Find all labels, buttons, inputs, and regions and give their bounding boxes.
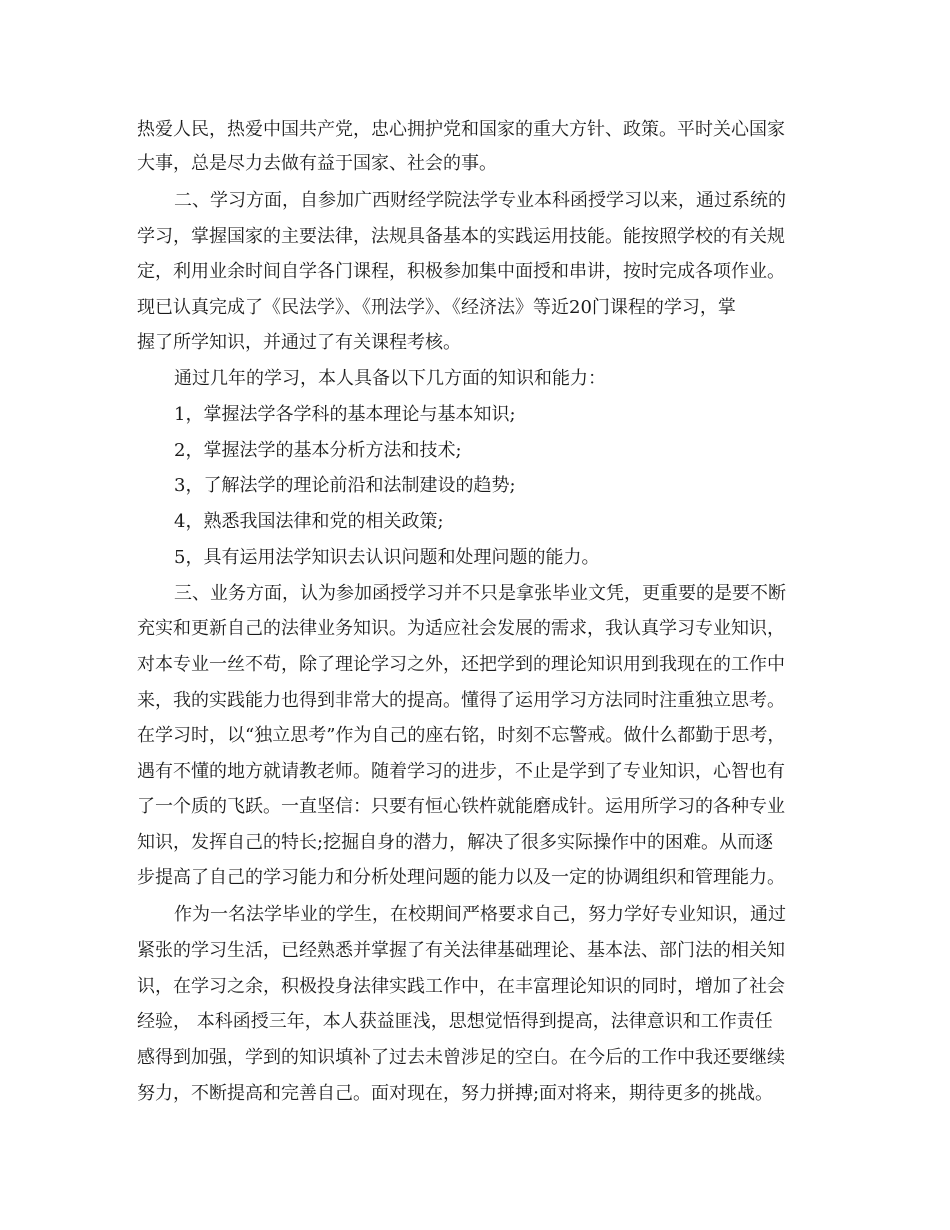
list-item: 1，掌握法学各学科的基本理论与基本知识; <box>174 404 516 425</box>
text-line: 来，我的实践能力也得到非常大的提高。懂得了运用学习方法同时注重独立思考。 <box>137 690 785 711</box>
text-line: 学习，掌握国家的主要法律，法规具备基本的实践运用技能。能按照学校的有关规 <box>137 226 785 247</box>
text-line: 握了所学知识，并通过了有关课程考核。 <box>137 332 461 353</box>
text-line: 对本专业一丝不苟，除了理论学习之外，还把学到的理论知识用到我现在的工作中 <box>137 654 785 675</box>
list-item: 2，掌握法学的基本分析方法和技术; <box>174 440 462 461</box>
list-item: 4，熟悉我国法律和党的相关政策; <box>174 511 444 532</box>
text-line: 知识，发挥自己的特长;挖掘自身的潜力，解决了很多实际操作中的困难。从而逐 <box>137 832 774 853</box>
text-line: 紧张的学习生活，已经熟悉并掌握了有关法律基础理论、基本法、部门法的相关知 <box>137 940 785 961</box>
text-line: 充实和更新自己的法律业务知识。为适应社会发展的需求，我认真学习专业知识， <box>137 618 785 639</box>
text-line: 作为一名法学毕业的学生，在校期间严格要求自己，努力学好专业知识，通过 <box>174 904 786 925</box>
text-line: 大事，总是尽力去做有益于国家、社会的事。 <box>137 153 497 174</box>
text-line: 步提高了自己的学习能力和分析处理问题的能力以及一定的协调组织和管理能力。 <box>137 867 785 888</box>
text-line: 现已认真完成了《民法学》、《刑法学》、《经济法》等近20门课程的学习，掌 <box>137 297 736 318</box>
text-line: 感得到加强，学到的知识填补了过去未曾涉足的空白。在今后的工作中我还要继续 <box>137 1047 785 1068</box>
text-line: 了一个质的飞跃。一直坚信：只要有恒心铁杵就能磨成针。运用所学习的各种专业 <box>137 796 785 817</box>
text-line: 定，利用业余时间自学各门课程，积极参加集中面授和串讲，按时完成各项作业。 <box>137 261 785 282</box>
text-line: 经验， 本科函授三年，本人获益匪浅，思想觉悟得到提高，法律意识和工作责任 <box>137 1011 773 1032</box>
list-item: 5，具有运用法学知识去认识问题和处理问题的能力。 <box>174 547 600 568</box>
text-line: 遇有不懂的地方就请教老师。随着学习的进步，不止是学到了专业知识，心智也有 <box>137 761 785 782</box>
text-line: 通过几年的学习，本人具备以下几方面的知识和能力： <box>174 368 606 389</box>
text-line: 识，在学习之余，积极投身法律实践工作中，在丰富理论知识的同时，增加了社会 <box>137 976 785 997</box>
text-line: 努力，不断提高和完善自己。面对现在，努力拼搏;面对将来，期待更多的挑战。 <box>137 1083 774 1104</box>
text-line: 二、学习方面，自参加广西财经学院法学专业本科函授学习以来，通过系统的 <box>174 190 786 211</box>
list-item: 3，了解法学的理论前沿和法制建设的趋势; <box>174 475 516 496</box>
text-line: 在学习时，以“独立思考”作为自己的座右铭，时刻不忘警戒。做什么都勤于思考， <box>137 725 786 746</box>
text-line: 三、业务方面，认为参加函授学习并不只是拿张毕业文凭，更重要的是要不断 <box>174 583 786 604</box>
text-line: 热爱人民，热爱中国共产党，忠心拥护党和国家的重大方针、政策。平时关心国家 <box>137 119 785 140</box>
